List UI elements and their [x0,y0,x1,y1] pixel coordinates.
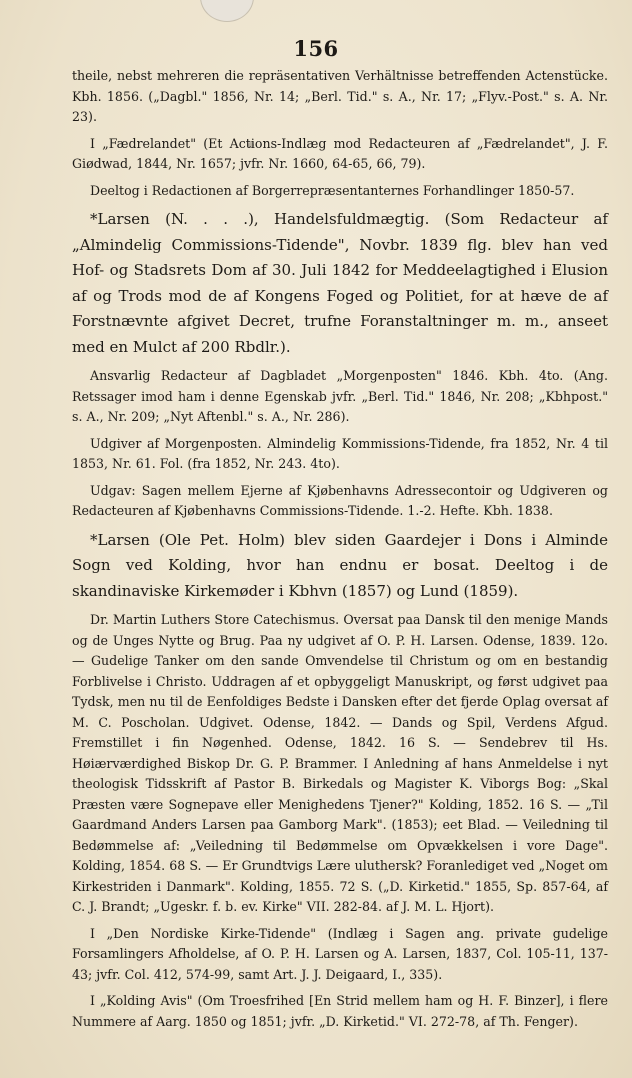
paragraph-morgenposten: Ansvarlig Redacteur af Dagbladet „Morgenposten" 1846. Kbh. 4to. (Ang. Retssager imod ham i denne Egenskab jvfr. „Berl. Tid." 1846, Nr. 208; „Kbhpost." s. A., Nr. 209; „Nyt Aftenbl." s. A., Nr. 286). [72,368,608,424]
page-number: 156 [293,36,339,61]
paragraph-faedrelandet: I „Fædrelandet" (Et Actions-Indlæg mod Redacteuren af „Fædrelandet", J. F. Giødwad, 1844, Nr. 1657; jvfr. Nr. 1660, 64-65, 66, 79). [72,135,608,171]
paragraph-udgav: Udgav: Sagen mellem Ejerne af Kjøbenhavns Adressecontoir og Udgiveren og Redacteuren af Kjøbenhavns Commissions-Tidende. 1.-2. Hefte. Kbh. 1838. [72,482,608,518]
paragraph-continuation: theile, nebst mehreren die repräsentativen Verhältnisse betreffenden Actenstücke. Kbh. 1856. („Dagbl." 1856, Nr. 14; „Berl. Tid." s. A., Nr. 17; „Flyv.-Post." s. A. Nr. 23). [72,68,608,124]
text-body [72,66,608,1038]
paragraph-nordiske-kirke-tidende: I „Den Nordiske Kirke-Tidende" (Indlæg i Sagen ang. private gudelige Forsamlingers Afholdelse, af O. P. H. Larsen og A. Larsen, 1837, Col. 105-11, 137-43; jvfr. Col. 412, 574-99, samt Art. J. J. Deigaard, I., 335). [72,925,608,982]
paragraph-udgiver: Udgiver af Morgenposten. Almindelig Kommissions-Tidende, fra 1852, Nr. 4 til 1853, Nr. 61. Fol. (fra 1852, Nr. 243. 4to). [72,435,608,471]
entry-larsen-ole: *Larsen (Ole Pet. Holm) blev siden Gaardejer i Dons i Alminde Sogn ved Kolding, hvor han endnu er bosat. Deeltog i de skandinaviske Kirkemøder i Kbhvn (1857) og Lund (1859). [72,530,608,600]
paragraph-luther-catechismus: Dr. Martin Luthers Store Catechismus. Oversat paa Dansk til den menige Mands og de Unges Nytte og Brug. Paa ny udgivet af O. P. H. Larsen. Odense, 1839. 12o. — Gudelige Tanker om den sande Omvendelse til Christum og om en bestandig Forblivelse i Christo. Uddragen af et opbyggeligt Manuskript, og først udgivet paa Tydsk, men nu til de Eenfoldiges Bedste i Dansken efter det fjerde Oplag oversat af M. C. Poscholan. Udgivet. Odense, 1842. — Dands og Spil, Verdens Afgud. Fremstillet i fin Nøgenhed. Odense, 1842. 16 S. — Sendebrev til Hs. Høiærværdighed Biskop Dr. G. P. Brammer. I Anledning af hans Anmeldelse i nyt theologisk Tidsskrift af Pastor B. Birkedals og Magister K. Viborgs Bog: „Skal Præsten være Sognepave eller Menighedens Tjener?" Kolding, 1852. 16 S. — „Til Gaardmand Anders Larsen paa Gamborg Mark". (1853); eet Blad. — Veiledning til Bedømmelse af: „Veiledning til Bedømmelse om Opvækkelsen i vore Dage". Kolding, 1854. 68 S. — Er Grundtvigs Lære uluthersk? Foranlediget ved „Noget om Kirkestriden i Danmark". Kolding, 1855. 72 S. („D. Kirketid." 1855, Sp. 857-64, af C. J. Brandt; „Ugeskr. f. b. ev. Kirke" VII. 282-84. af J. M. L. Hjort). [72,612,608,914]
paragraph-kolding-avis: I „Kolding Avis" (Om Troesfrihed [En Strid mellem ham og H. F. Binzer], i flere Nummere af Aarg. 1850 og 1851; jvfr. „D. Kirketid." VI. 272-78, af Th. Fenger). [72,993,608,1029]
entry-larsen-n: *Larsen (N. . . .), Handelsfuldmægtig. (Som Redacteur af „Almindelig Commissions-Tidende", Novbr. 1839 flg. blev han ved Hof- og Stadsrets Dom af 30. Juli 1842 for Meddeelagtighed i Elusion af og Trods mod de af Kongens Foged og Politiet, for at hæve de af Forstnævnte afgivet Decret, trufne Foranstaltninger m. m., anseet med en Mulct af 200 Rbdlr.). [72,210,608,356]
paragraph-redactionen: Deeltog i Redactionen af Borgerrepræsentanternes Forhandlinger 1850-57. [90,182,575,198]
paper-clip [200,0,254,22]
